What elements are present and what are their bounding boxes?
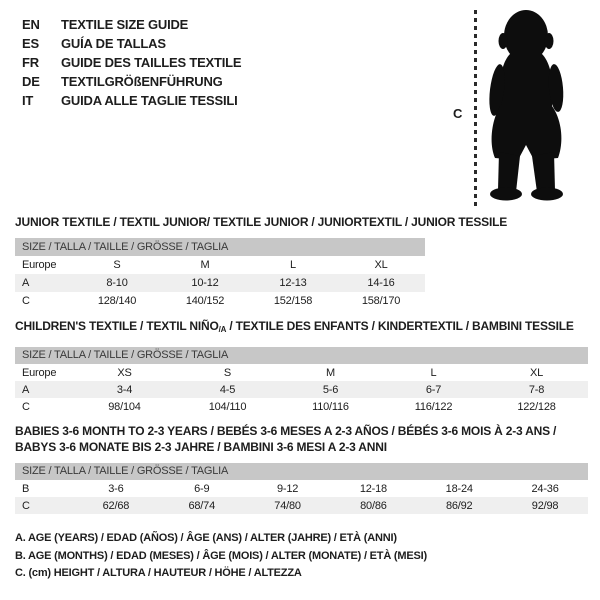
table-cell: 6-7 <box>425 383 442 396</box>
table-cell: M <box>326 366 335 379</box>
table-row <box>15 398 588 415</box>
list-item <box>22 72 241 91</box>
children-title-prefix: CHILDREN'S TEXTILE / TEXTIL NIÑO <box>15 319 219 333</box>
table-row <box>15 497 588 514</box>
table-cell: 128/140 <box>97 295 137 307</box>
babies-size-table <box>15 463 588 514</box>
table-row <box>15 256 425 274</box>
row-label: B <box>22 482 30 495</box>
table-cell: 6-9 <box>194 482 210 495</box>
table-cell: 104/110 <box>208 400 247 413</box>
table-cell: 86/92 <box>445 499 473 512</box>
row-label: A <box>22 383 30 396</box>
height-measure-dotted-line <box>474 10 477 207</box>
table-cell: 68/74 <box>188 499 215 512</box>
table-cell: 4-5 <box>219 383 236 396</box>
children-size-table <box>15 347 588 415</box>
footnote-c: C. (cm) HEIGHT / ALTURA / HAUTEUR / HÖHE / ALTEZZA <box>15 567 302 579</box>
table-cell: 92/98 <box>531 499 559 512</box>
children-title-suffix: / TEXTILE DES ENFANTS / KINDERTEXTIL / BAMBINI TESSILE <box>226 319 574 333</box>
size-header-bar: SIZE / TALLA / TAILLE / GRÖSSE / TAGLIA <box>15 463 588 480</box>
list-item <box>22 91 241 110</box>
table-row <box>15 480 588 497</box>
table-cell: 80/86 <box>360 499 387 512</box>
babies-title-line2: BABYS 3-6 MONATE BIS 2-3 JAHRE / BAMBINI 3-6 MESI A 2-3 ANNI <box>15 440 387 454</box>
language-title: TEXTILE SIZE GUIDE <box>61 17 189 32</box>
junior-section-title: JUNIOR TEXTILE / TEXTIL JUNIOR/ TEXTILE JUNIOR / JUNIORTEXTIL / JUNIOR TESSILE <box>15 215 508 229</box>
table-cell: 5-6 <box>322 383 339 396</box>
language-title: GUIDE DES TAILLES TEXTILE <box>61 55 242 70</box>
table-cell: XL <box>529 366 544 379</box>
table-cell: 152/158 <box>273 295 313 307</box>
language-code: IT <box>22 93 34 108</box>
table-cell: M <box>200 259 210 271</box>
row-label: Europe <box>22 259 57 271</box>
size-header-bar: SIZE / TALLA / TAILLE / GRÖSSE / TAGLIA <box>15 238 425 256</box>
baby-silhouette-icon <box>479 8 573 208</box>
table-cell: 10-12 <box>191 277 219 289</box>
children-section-title <box>15 319 574 334</box>
language-title: GUÍA DE TALLAS <box>61 36 166 51</box>
row-label: C <box>22 400 30 413</box>
babies-section-title <box>15 423 556 455</box>
language-title: GUIDA ALLE TAGLIE TESSILI <box>61 93 238 108</box>
junior-size-table <box>15 238 425 310</box>
footnotes <box>15 530 427 583</box>
language-title-list <box>22 15 241 110</box>
row-label: C <box>22 295 30 307</box>
table-cell: 3-4 <box>116 383 133 396</box>
footnote-b: B. AGE (MONTHS) / EDAD (MESES) / ÂGE (MOIS) / ALTER (MONATE) / ETÀ (MESI) <box>15 549 427 562</box>
table-cell: 18-24 <box>445 482 473 495</box>
table-cell: 110/116 <box>312 400 349 413</box>
table-cell: 8-10 <box>106 277 128 289</box>
list-item <box>22 53 241 72</box>
row-label: Europe <box>22 366 57 379</box>
language-code: ES <box>22 36 39 51</box>
babies-title-line1: BABIES 3-6 MONTH TO 2-3 YEARS / BEBÉS 3-6 MESES A 2-3 AÑOS / BÉBÉS 3-6 MOIS À 2-3 ANS / <box>15 424 557 438</box>
table-cell: 116/122 <box>414 400 453 413</box>
table-row <box>15 292 425 310</box>
table-cell: 9-12 <box>276 482 299 495</box>
table-cell: 158/170 <box>361 295 401 307</box>
table-cell: 74/80 <box>274 499 301 512</box>
table-cell: 3-6 <box>108 482 124 495</box>
row-label: C <box>22 499 30 512</box>
children-title-subscript: /A <box>218 325 227 334</box>
table-cell: 122/128 <box>517 400 556 413</box>
table-cell: 24-36 <box>531 482 559 495</box>
table-cell: 7-8 <box>528 383 545 396</box>
table-cell: 12-13 <box>279 277 307 289</box>
table-row <box>15 274 425 292</box>
row-label: A <box>22 277 30 289</box>
table-row <box>15 381 588 398</box>
table-cell: 12-18 <box>359 482 387 495</box>
table-cell: 98/104 <box>108 400 141 413</box>
table-cell: S <box>113 259 121 271</box>
table-cell: L <box>430 366 437 379</box>
table-cell: S <box>223 366 232 379</box>
table-cell: XS <box>117 366 132 379</box>
language-code: DE <box>22 74 40 89</box>
table-cell: 14-16 <box>367 277 395 289</box>
height-measure-label: C <box>453 106 463 121</box>
list-item <box>22 34 241 53</box>
table-cell: XL <box>374 259 388 271</box>
list-item <box>22 15 241 34</box>
table-cell: 140/152 <box>185 295 225 307</box>
table-cell: 62/68 <box>102 499 130 512</box>
table-row <box>15 364 588 381</box>
footnote-a: A. AGE (YEARS) / EDAD (AÑOS) / ÂGE (ANS) / ALTER (JAHRE) / ETÀ (ANNI) <box>15 532 397 544</box>
size-header-bar: SIZE / TALLA / TAILLE / GRÖSSE / TAGLIA <box>15 347 588 364</box>
language-title: TEXTILGRÖßENFÜHRUNG <box>61 74 223 89</box>
language-code: FR <box>22 55 39 70</box>
table-cell: L <box>290 259 296 271</box>
language-code: EN <box>22 17 40 32</box>
